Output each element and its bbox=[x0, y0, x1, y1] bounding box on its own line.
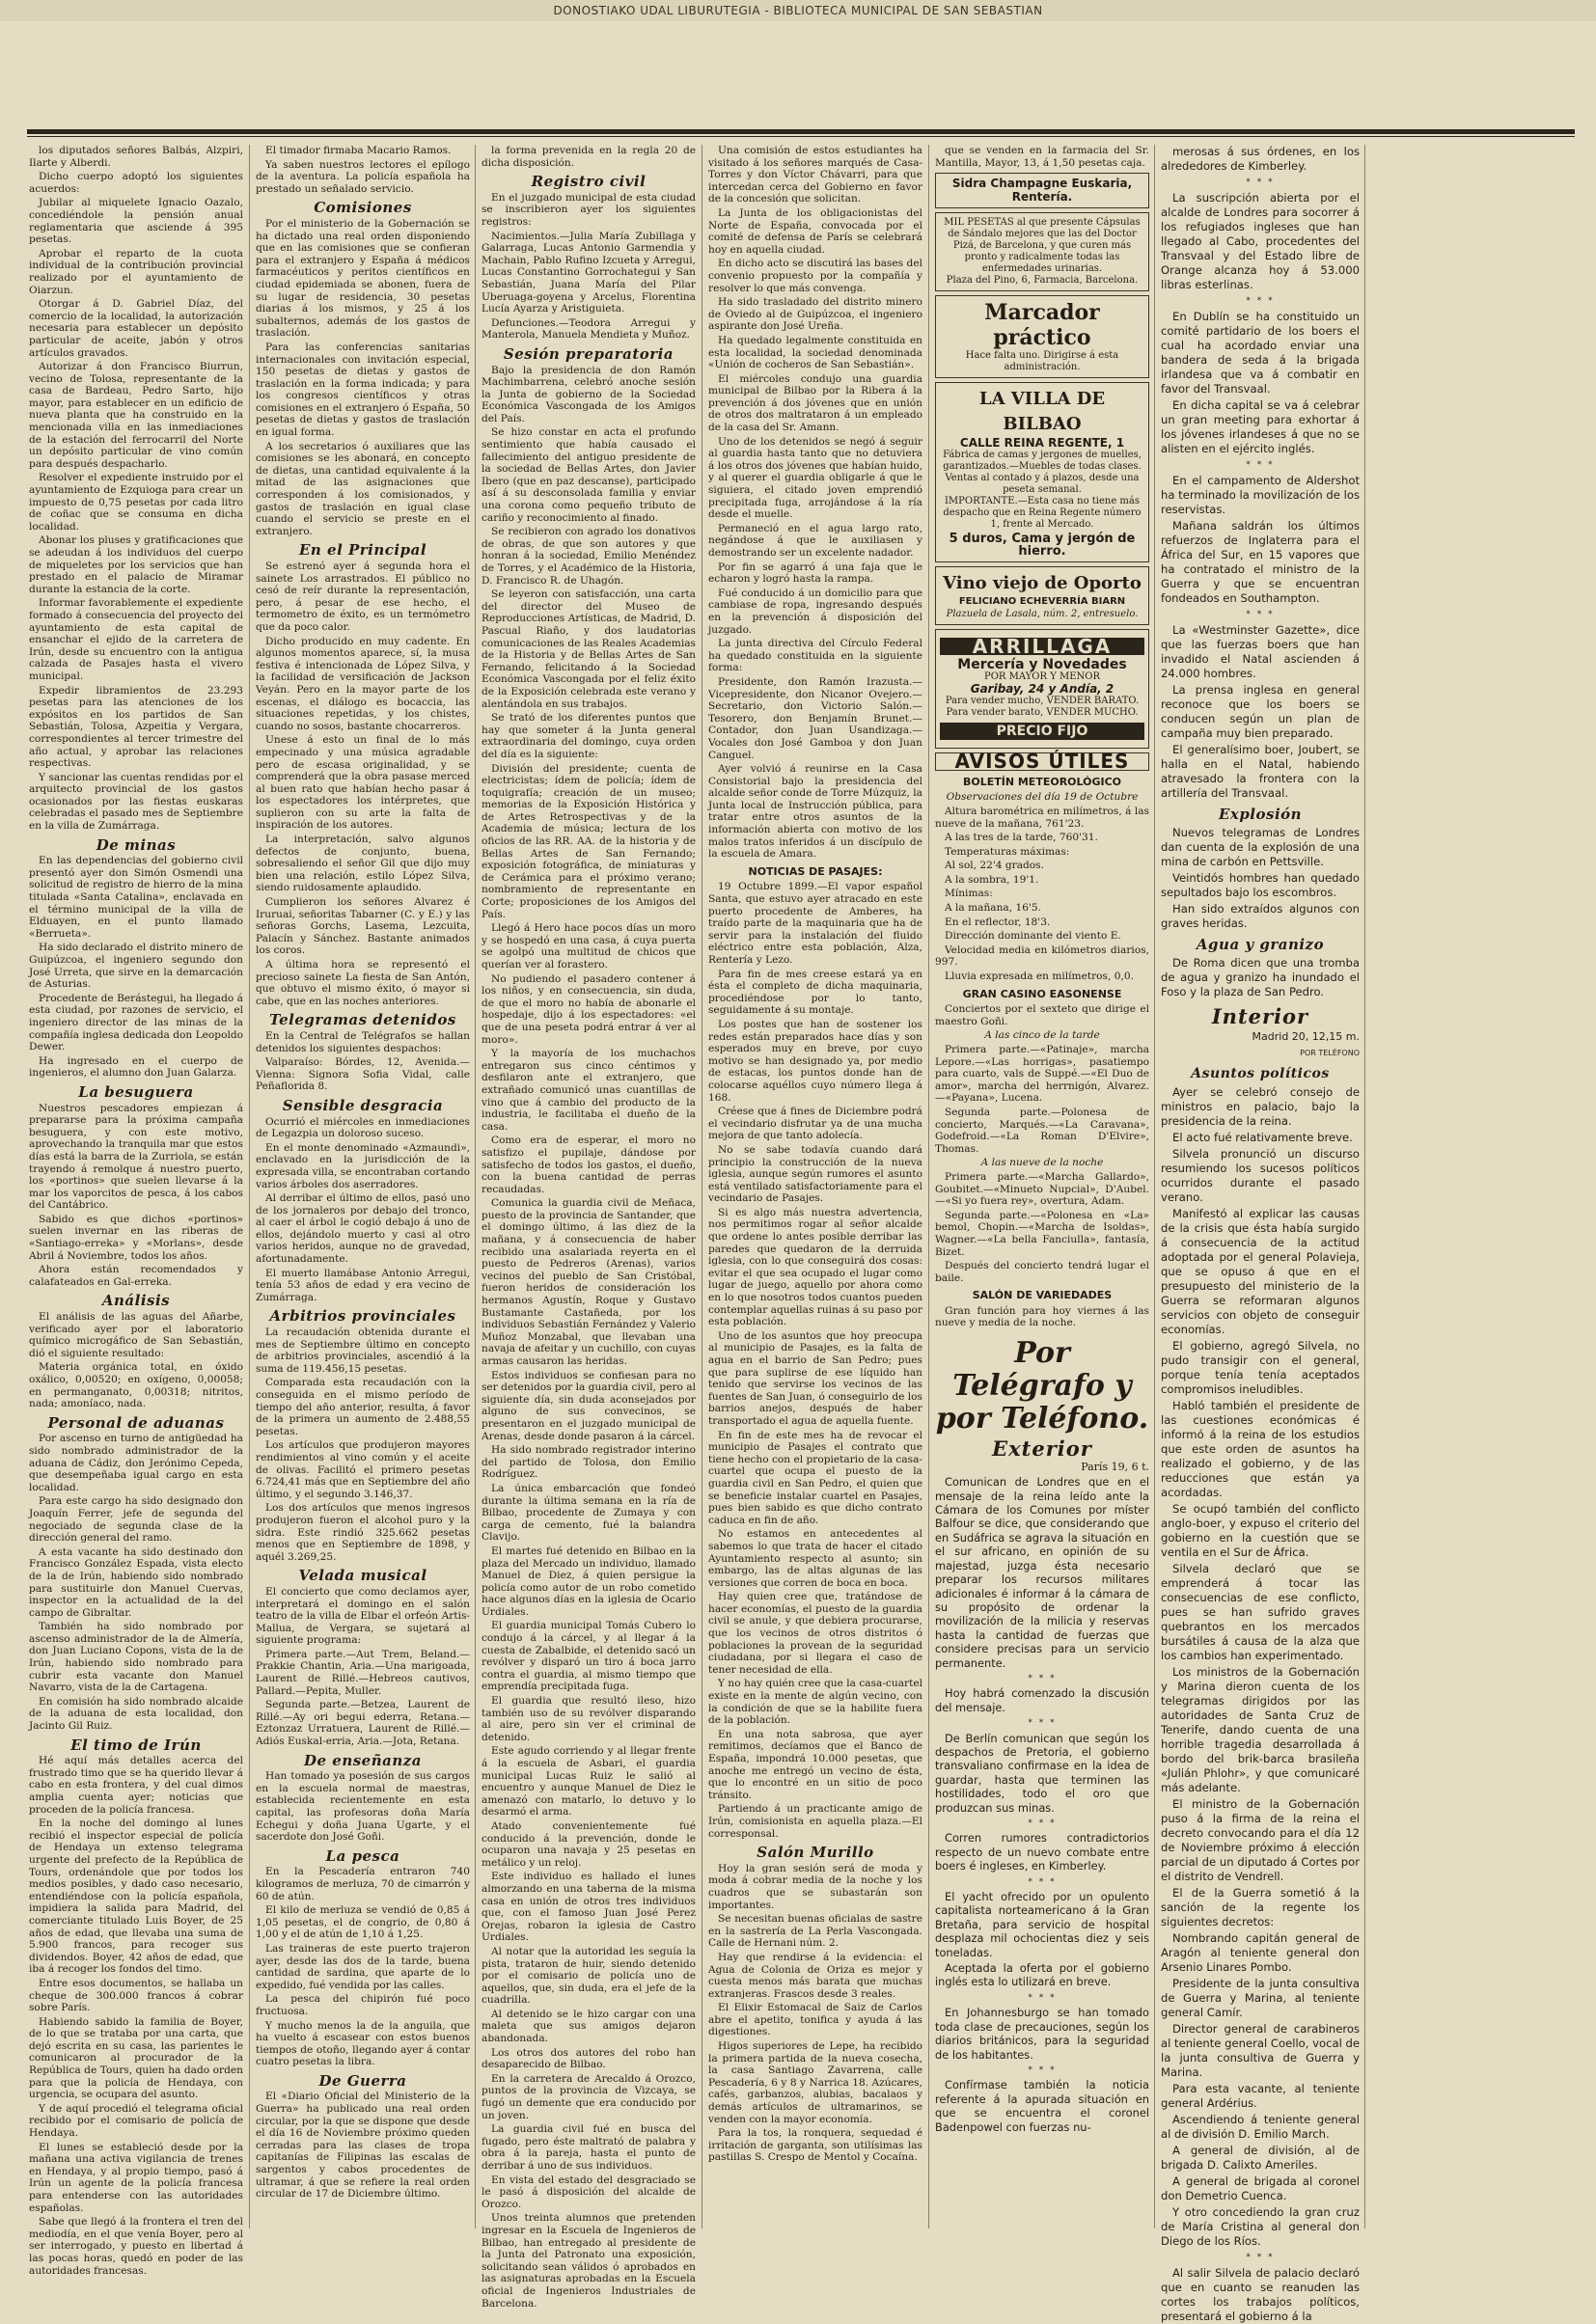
paragraph: En fin de este mes ha de revocar el municipio de Pasajes el contrato que tiene hecho con el propietario de la casa-cuartel que ocupa el puesto de la guardia civil en San Pedro, el quien que se beneficie instalar cuartel en Pasajes, pues bien sabido es que dicho contrato caduca en fin de año. bbox=[708, 1429, 922, 1526]
telegrafo-heading: Por Telégrafo y por Teléfono. bbox=[935, 1336, 1149, 1436]
paragraph: Para fin de mes creese estará ya en ésta el completo de dicha maquinaria, procediéndose por lo tanto, seguidamente á su montaje. bbox=[708, 968, 922, 1017]
paragraph: Por ascenso en turno de antigüedad ha sido nombrado administrador de la aduana de Cádiz, don Jerónimo Cepeda, que desempeñaba igual cargo en esta localidad. bbox=[29, 1433, 243, 1493]
paragraph: Entre esos documentos, se hallaba un cheque de 300.000 francos á cobrar sobre París. bbox=[29, 1977, 243, 2014]
paragraph: La junta directiva del Círculo Federal ha quedado constituida en la siguiente forma: bbox=[708, 638, 922, 674]
paragraph: No se sabe todavía cuando dará principio la construcción de la nueva iglesia, aunque según rumores el asunto está ventilado satisfactoriamente para el vecindario de Pasajes. bbox=[708, 1143, 922, 1205]
paragraph: Como era de esperar, el moro no satisfizo el pupilaje, dándose por satisfecho de todos los gastos, el dueño, con la buena cantidad de perras recaudadas. bbox=[482, 1135, 696, 1195]
paragraph: El miércoles condujo una guardia municipal de Bilbao por la Ribera á la prevención á dos jóvenes que en unión de otros dos maltrataron á un empleado de la casa del Sr. Amann. bbox=[708, 372, 922, 434]
paragraph: Unese á esto un final de lo más empecinado y una música agradable pero de escasa originalidad, y se comprenderá que la obra pasase merced al buen rato que habían hecho pasar á los espectadores los intérpretes, que suplieron con su arte la falta de inspiración de los autores. bbox=[256, 734, 470, 832]
paragraph: El martes fué detenido en Bilbao en la plaza del Mercado un individuo, llamado Manuel de Diez, á quien persigue la policía como autor de un robo cometido hace algunos días en la iglesia de Ocario Urdiales. bbox=[482, 1545, 696, 1618]
paragraph: Lluvia expresada en milímetros, 0,0. bbox=[945, 971, 1134, 983]
paragraph: Ayer se celebró consejo de ministros en palacio, bajo la presidencia de la reina. bbox=[1161, 1085, 1360, 1128]
paragraph: Permaneció en el agua largo rato, negándose á que le auxiliasen y demostrando ser un excelente nadador. bbox=[708, 522, 922, 559]
column-separator bbox=[475, 145, 476, 2228]
paragraph: Se hizo constar en acta el profundo sentimiento que había causado el fallecimiento del antiguo presidente de la sociedad de Bellas Artes, don Javier Ibero (que en paz descanse), participado así á su desconsolada familia y enviar una corona como pequeño tributo de cariño y reconocimiento al finado. bbox=[482, 426, 696, 524]
paragraph: Segunda parte.—Betzea, Laurent de Rillé.—Ay ori begui ederra, Retana.—Eztonzaz Urratuera, Laurent de Rillé.—Adiós Euskal-erria, Aria.—Jota, Retana. bbox=[256, 1699, 470, 1748]
paragraph: Comparada esta recaudación con la conseguida en el mismo período de tiempo del año anterior, resulta, á favor de la primera un aumento de 2.488,55 pesetas. bbox=[256, 1377, 470, 1437]
paragraph: En la noche del domingo al lunes recibió el inspector especial de policía de Hendaya un extenso telegrama urgente del prefecto de la República de Tours, ordenándole que por todos los medios posibles, y dado caso necesario, entendiéndose con la policía española, impidiera la salida para Madrid, del comerciante titulado Luis Boyer, de 25 años de edad, que llevaba una suma de 5.900 francos, para recoger sus dividendos. Boyer, 42 años de edad, que iba á recoger los fondos del timo. bbox=[29, 1818, 243, 1976]
column-separator bbox=[249, 145, 250, 2228]
paragraph: Se estrenó ayer á segunda hora el sainete Los arrastrados. El público no cesó de reír durante la representación, pero, á pesar de ese hecho, el termometro de éxito, es un termómetro que da poco calor. bbox=[256, 560, 470, 633]
paragraph: 19 Octubre 1899.—El vapor español Santa, que estuvo ayer atracado en este puerto procedente de Amberes, ha traído parte de la maquinaria que ha de servir para la instalación del fluido eléctrico entre esta población, Alza, Rentería y Lezo. bbox=[708, 881, 922, 966]
paragraph: De Roma dicen que una tromba de agua y granizo ha inundado el Foso y la plaza de San Pedro. bbox=[1161, 956, 1360, 998]
section-heading: GRAN CASINO EASONENSE bbox=[962, 987, 1122, 1000]
section-heading: Explosión bbox=[1218, 806, 1303, 823]
column-5 bbox=[935, 145, 1149, 2228]
paragraph: Materia orgánica total, en óxido oxálico, 0,00520; en oxígeno, 0,00058; en permanganato, 0,00318; nitritos, nada; amoníaco, nada. bbox=[29, 1361, 243, 1410]
paragraph: Primera parte.—«Marcha Gallardo», Goubitet.—«Minueto Nupcial», D'Aubel.—«Si yo fuera rey», overtura, Adam. bbox=[935, 1170, 1149, 1208]
paragraph: En Johannesburgo se han tomado toda clase de precauciones, según los diarios británicos, para la seguridad de los habitantes. bbox=[935, 2006, 1149, 2062]
ad-oporto bbox=[935, 566, 1149, 625]
paragraph: La «Westminster Gazette», dice que las fuerzas boers que han invadido el Natal ascienden á 24.000 hombres. bbox=[1161, 623, 1360, 680]
divider: * * * bbox=[1246, 178, 1275, 187]
ad-subtitle: Mercería y Novedades bbox=[957, 657, 1127, 673]
paragraph: Informar favorablemente el expediente formado á consecuencia del proyecto del ayuntamiento de esta capital de ensanchar el ejido de la carretera de Irún, desde su encuentro con la antigua calzada de Pasajes hasta el vivero municipal. bbox=[29, 597, 243, 682]
paragraph: Los ministros de la Gobernación y Marina dieron cuenta de los telegramas dirigidos por las autoridades de Santa Cruz de Tenerife, dando cuenta de una horrible tragedia desarrollada á bordo del brik-barca brasileña «Julián Phlohr», y que comunicaré más adelante. bbox=[1161, 1665, 1360, 1794]
ad-text: Hace falta uno. Dirigirse á esta administración. bbox=[965, 350, 1119, 373]
section-heading: De minas bbox=[96, 835, 177, 854]
paragraph: Ya saben nuestros lectores el epílogo de la aventura. La policía española ha prestado un señalado servicio. bbox=[256, 158, 470, 195]
paragraph: Gran función para hoy viernes á las nueve y media de la noche. bbox=[935, 1304, 1149, 1329]
paragraph: Para esta vacante, al teniente general Ardérius. bbox=[1161, 2082, 1360, 2110]
paragraph: Habiendo sabido la familia de Boyer, de lo que se trataba por una carta, que dejó escrita en su casa, las parientes le comunicaron al procurador de la República de Tours, quien ha dado orden para que la policía de Hendaya, con urgencia, se ocupara del asunto. bbox=[29, 2015, 243, 2101]
ad-text: Para vender mucho, VENDER BARATO. Para vender barato, VENDER MUCHO. bbox=[945, 695, 1140, 718]
paragraph: Se trató de los diferentes puntos que hay que someter á la Junta general extraordinaria del domingo, cuya orden del día es la siguiente: bbox=[482, 712, 696, 760]
paragraph: La recaudación obtenida durante el mes de Septiembre último en concepto de arbitrios provinciales, ascendió á la suma de 119.456,15 pesetas. bbox=[256, 1326, 470, 1375]
paragraph: Ahora están recomendados y calafateados en Gal-erreka. bbox=[29, 1264, 243, 1288]
ad-title: ARRILLAGA bbox=[940, 638, 1144, 656]
paragraph: Y no hay quién cree que la casa-cuartel existe en la mente de algún vecino, con la condición de que se la habilite fuera de la población. bbox=[708, 1678, 922, 1727]
paragraph: Ocurrió el miércoles en inmediaciones de Legazpia un doloroso suceso. bbox=[256, 1115, 470, 1140]
section-heading: BOLETÍN METEOROLÓGICO bbox=[962, 775, 1122, 788]
avisos-heading: AVISOS ÚTILES bbox=[954, 750, 1130, 774]
paragraph: Han sido extraídos algunos con graves heridas. bbox=[1161, 902, 1360, 930]
paragraph: En el juzgado municipal de esta ciudad se inscribieron ayer los siguientes registros: bbox=[482, 191, 696, 228]
ad-text: Plaza del Pino, 6, Farmacia, Barcelona. bbox=[946, 275, 1139, 287]
paragraph: Resolver el expediente instruido por el ayuntamiento de Ezquioga para crear un impuesto de 0,75 pesetas por cada litro de coñac que se consuma en dicha localidad. bbox=[29, 472, 243, 533]
paragraph: Y otro concediendo la gran cruz de María Cristina al general don Diego de los Ríos. bbox=[1161, 2205, 1360, 2248]
section-heading: La pesca bbox=[325, 1846, 400, 1865]
paragraph: La suscripción abierta por el alcalde de Londres para socorrer á los refugiados ingleses que han llegado al Cabo, procedentes del Transvaal y del Estado libre de Orange alcanza hoy á 53.000 libras esterlinas. bbox=[1161, 191, 1360, 291]
paragraph: Por el ministerio de la Gobernación se ha dictado una real orden disponiendo que en las comisiones que se confieran para el extranjero y España á médicos farmacéuticos y peritos científicos en ciudad epidemiada se abonen, fuera de su lugar de residencia, 30 pesetas diarias á los mismos, y 25 á los subalternos, además de los gastos de traslación. bbox=[256, 217, 470, 340]
paragraph: merosas á sus órdenes, en los alrededores de Kimberley. bbox=[1161, 145, 1360, 173]
masthead-rule-thin bbox=[27, 136, 1575, 137]
paragraph: Una comisión de estos estudiantes ha visitado á los señores marqués de Casa-Torres y don Víctor Chávarri, para que intercedan cerca del Gobierno en favor de la concesión que solicitan. bbox=[708, 145, 922, 205]
section-heading: Análisis bbox=[101, 1292, 171, 1310]
divider: * * * bbox=[1246, 2253, 1275, 2262]
paragraph: Temperaturas máximas: bbox=[945, 845, 1070, 858]
column-2 bbox=[256, 145, 470, 2228]
ad-subtitle: FELICIANO ECHEVERRÍA BIARN bbox=[958, 596, 1126, 608]
paragraph: Hay que rendirse á la evidencia: el Agua de Colonia de Oriza es mejor y cuesta menos más barata que muchas extranjeras. Frascos desde 3 reales. bbox=[708, 1951, 922, 2000]
paragraph: la forma prevenida en la regla 20 de dicha disposición. bbox=[482, 145, 696, 169]
paragraph: A esta vacante ha sido destinado don Francisco González Espada, vista electo de la de Irún, habiendo sido nombrado para sustituirle don Manuel Cuervas, inspector en la actualidad de la del campo de Gibraltar. bbox=[29, 1545, 243, 1619]
paragraph: Cumplieron los señores Alvarez é Iruruai, señoritas Tabarner (C. y E.) y las señoras Gorchs, Lasema, Lezcuita, Palacín y Sánchez. Bastante animados los coros. bbox=[256, 896, 470, 957]
paragraph: Expedir libramientos de 23.293 pesetas para las atenciones de los expósitos en los partidos de San Sebastián, Tolosa, Azpeitia y Vergara, correspondientes al tercer trimestre del año actual, y aprobar las relaciones respectivas. bbox=[29, 684, 243, 770]
paragraph: Comunican de Londres que en el mensaje de la reina leído ante la Cámara de los Comunes por míster Balfour se dice, que considerando que en Sudáfrica se agrava la situación en el sur africano, en opinión de su majestad, juzga ésta necesario preparar los recursos militares adicionales é informar á la cámara de su propósito de ordenar la movilización de la milicia y reservas hasta la cantidad de fuerzas que considere precisas para un servicio permanente. bbox=[935, 1475, 1149, 1670]
paragraph: Hoy habrá comenzado la discusión del mensaje. bbox=[935, 1686, 1149, 1714]
section-heading: Arbitrios provinciales bbox=[269, 1307, 456, 1326]
divider: * * * bbox=[1246, 296, 1275, 306]
paragraph: Los otros dos autores del robo han desaparecido de Bilbao. bbox=[482, 2046, 696, 2071]
paragraph: Director general de carabineros al teniente general Coello, vocal de la junta consultiva de Guerra y Marina. bbox=[1161, 2022, 1360, 2079]
paragraph: Mínimas: bbox=[945, 888, 993, 900]
paragraph: Nacimientos.—Julia María Zubillaga y Galarraga, Lucas Antonio Garmendia y Machain, Pablo Rufino Izcueta y Arregui, Lucas Constantino Gorrochategui y San Sebastián, Juana María del Pilar Uberuaga-goyena y Arcelus, Florentina Lucía Ayarza y Aristiguieta. bbox=[482, 230, 696, 315]
divider: * * * bbox=[1028, 1876, 1057, 1887]
ad-title: Marcador práctico bbox=[984, 300, 1100, 351]
paragraph: Los dos artículos que menos ingresos produjeron fueron el alcohol puro y la sidra. Este rindió 325.662 pesetas menos que en Septiembre de 1898, y aquél 3.269,25. bbox=[256, 1502, 470, 1563]
paragraph: El muerto llamábase Antonio Arregui, tenía 53 años de edad y era vecino de Zumárraga. bbox=[256, 1267, 470, 1303]
divider: * * * bbox=[1028, 1718, 1057, 1729]
paragraph: En el reflector, 18'3. bbox=[945, 916, 1051, 928]
paragraph: Si es algo más nuestra advertencia, nos permitimos rogar al señor alcalde que ordene lo antes posible derribar las paredes que quedaron de la derruida iglesia, con lo que conseguirá dos cosas: evitar el que sea ocupado el lugar como lugar de juego, aquello por ahora como en lo que nosotros todos cuantos pueden contemplar aquellas ruinas á su paso por esta población. bbox=[708, 1206, 922, 1328]
paragraph: El «Diario Oficial del Ministerio de la Guerra» ha publicado una real orden circular, por la que se dispone que desde el día 16 de Noviembre próximo queden cerradas para las clases de tropa capitanías de Filipinas las escalas de sargentos y cabos procedentes de ultramar, á que se refiere la real orden circular de 17 de Diciembre último. bbox=[256, 2091, 470, 2201]
paragraph: La única embarcación que fondeó durante la última semana en la ría de Bilbao, procedente de Zumaya y con carga de cemento, fué la balandra Clavijo. bbox=[482, 1482, 696, 1544]
paragraph: Para este cargo ha sido designado don Joaquín Ferrer, jefe de segunda del negociado de segunda clase de la dirección general del ramo. bbox=[29, 1495, 243, 1545]
section-heading: De enseñanza bbox=[304, 1751, 422, 1769]
column-4 bbox=[708, 145, 922, 2228]
ad-text: Fábrica de camas y jergones de muelles, garantizados.—Muebles de todas clases. bbox=[943, 449, 1142, 472]
paragraph: A los secretarios ó auxiliares que las comisiones se les abonará, en concepto de dietas, una cantidad equivalente á la mitad de las asignaciones que corresponden á los comisionados, y gastos de traslación en igual clase cuando el servicio se preste en el extranjero. bbox=[256, 440, 470, 537]
paragraph: División del presidente; cuenta de electricistas; ídem de policía; ídem de toquigrafía; creación de un museo; memorias de la Exposición Histórica y de Artes Retrospectivas y de la Academia de música; lectura de los oficios de las RR. AA. de la historia y de Bellas Artes de San Fernando; exposición fotográfica, de miniaturas y de Cerámica para el próximo verano; nombramiento de representante en Corte; proposiciones de los Amigos del País. bbox=[482, 762, 696, 920]
paragraph: Llegó á Hero hace pocos días un moro y se hospedó en una casa, á cuya puerta se agolpó una multitud de chicos que querían ver al forastero. bbox=[482, 922, 696, 971]
paragraph: Corren rumores contradictorios respecto de un nuevo combate entre boers é ingleses, en Kimberley. bbox=[935, 1831, 1149, 1873]
section-heading: La besuguera bbox=[78, 1082, 194, 1101]
paragraph: Abonar los pluses y gratificaciones que se adeudan á los individuos del cuerpo de miqueletes por los servicios que han prestado en el palacio de Miramar durante la estancia de la corte. bbox=[29, 534, 243, 595]
paragraph: También ha sido nombrado por ascenso administrador de la de Almería, don Juan Luciano Copons, vista de la de Irún, habiendo sido nombrado para cubrir esta vacante don Manuel Navarro, vista de la de Cartagena. bbox=[29, 1621, 243, 1694]
paragraph: Hay quien cree que, tratándose de hacer economías, el puesto de la guardia civil se anule, y que debiera procurarse, que los vecinos de otros distritos ó poblaciones la provean de la seguridad ciudadana, por si llegara el caso de tener necesidad de ella. bbox=[708, 1591, 922, 1676]
section-heading: Sensible desgracia bbox=[282, 1096, 444, 1114]
paragraph: El kilo de merluza se vendió de 0,85 á 1,05 pesetas, el de congrio, de 0,80 á 1,00 y el de atún de 1,10 á 1,25. bbox=[256, 1904, 470, 1941]
paragraph: El guardia que resultó ileso, hizo también uso de su revólver disparando al aire, pero sin ver el criminal de detenido. bbox=[482, 1695, 696, 1743]
paragraph: En la Central de Telégrafos se hallan detenidos los siguientes despachos: bbox=[256, 1029, 470, 1054]
section-heading: Exterior bbox=[992, 1436, 1092, 1462]
paragraph: Las traineras de este puerto trajeron ayer, desde las dos de la tarde, buena cantidad de sardina, que aparte de lo expedido, fué vendida por las calles. bbox=[256, 1942, 470, 1991]
paragraph: Primera parte.—«Patinaje», marcha Lepore.—«Las horrigas», pasatiempo para cuarto, vals de Suppé.—«El Duo de amor», marcha del herrnigón, Alvarez.—«Payana», Lucena. bbox=[935, 1044, 1149, 1105]
paragraph: En la carretera de Arecaldo á Orozco, puntos de la provincia de Vizcaya, se fugó un demente que era conducido por un joven. bbox=[482, 2072, 696, 2121]
ad-text: MIL PESETAS al que presente Cápsulas de Sándalo mejores que las del Doctor Pizá, de Barcelona, y que curen más pronto y radicalmente todas las enfermedades urinarias. bbox=[944, 217, 1141, 275]
paragraph: La guardia civil fué en busca del fugado, pero éste maltrató de palabra y obra á la pareja, hasta el punto de derribar á uno de sus individuos. bbox=[482, 2123, 696, 2172]
section-heading: NOTICIAS DE PASAJES: bbox=[748, 864, 883, 878]
ad-title: Vino viejo de Oporto bbox=[943, 573, 1142, 594]
paragraph: El análisis de las aguas del Añarbe, verificado ayer por el laboratorio químico microgáfico de San Sebastián, dió el siguiente resultado: bbox=[29, 1311, 243, 1359]
library-strip: DONOSTIAKO UDAL LIBURUTEGIA - BIBLIOTECA MUNICIPAL DE SAN SEBASTIAN bbox=[0, 0, 1596, 21]
paragraph: En el campamento de Aldershot ha terminado la movilización de los reservistas. bbox=[1161, 474, 1360, 516]
section-heading: Comisiones bbox=[314, 199, 412, 217]
paragraph: No estamos en antecedentes al sabemos lo que trata de hacer el citado Ayuntamiento respecto al asunto; sin embargo, las de altas algunas de las versiones que corren de boca en boca. bbox=[708, 1528, 922, 1589]
paragraph: La Junta de los obligacionistas del Norte de España, convocada por el comité de defensa de París se celebrará hoy en aquella ciudad. bbox=[708, 206, 922, 256]
paragraph: En Dublín se ha constituido un comité partidario de los boers el cual ha acordado enviar una bandera de seda á la brigada irlandesa que va á combatir en favor del Transvaal. bbox=[1161, 310, 1360, 396]
paragraph: Presidente, don Ramón Irazusta.—Vicepresidente, don Nicanor Ovejero.—Secretario, don Victorio Salón.—Tesorero, don Benjamín Brunet.—Contador, don Juan Usandizaga.—Vocales don José Gamboa y don Juan Canguel. bbox=[708, 675, 922, 761]
paragraph: Higos superiores de Lepe, ha recibido la primera partida de la nueva cosecha, la casa Santiago Zavarrena, calle Pescadería, 6 y 8 y Narrica 18. Azúcares, cafés, garbanzos, alubias, bacalaos y demás artículos de ultramarinos, se venden con la mayor economía. bbox=[708, 2040, 922, 2125]
paragraph: A la sombra, 19'1. bbox=[945, 873, 1039, 886]
dateline-sub: POR TELÉFONO bbox=[1300, 1049, 1360, 1057]
paragraph: que se venden en la farmacia del Sr. Mantilla, Mayor, 13, á 1,50 pesetas caja. bbox=[935, 145, 1149, 169]
paragraph: A general de brigada al coronel don Demetrio Cuenca. bbox=[1161, 2174, 1360, 2202]
paragraph: Hé aquí más detalles acerca del frustrado timo que se ha querido llevar á cabo en esta frontera, y del cual dimos amplia cuenta ayer; noticias que proceden de la policía francesa. bbox=[29, 1755, 243, 1816]
paragraph: Para la tos, la ronquera, sequedad é irritación de garganta, son utilísimas las pastillas S. Crespo de Mentol y Cocaína. bbox=[708, 2127, 922, 2164]
ad-text: Ventas al contado y á plazos, desde una peseta semanal. bbox=[945, 472, 1140, 495]
paragraph: La pesca del chipirón fué poco fructuosa. bbox=[256, 1993, 470, 2017]
paragraph: A las cinco de la tarde bbox=[984, 1029, 1100, 1042]
paragraph: Nuevos telegramas de Londres dan cuenta de la explosión de una mina de carbón en Pettsville. bbox=[1161, 826, 1360, 868]
section-heading: Asuntos políticos bbox=[1191, 1066, 1330, 1081]
section-heading: Agua y granizo bbox=[1196, 936, 1325, 953]
paragraph: Ha sido declarado el distrito minero de Guipúzcoa, el ingeniero segundo don José Urreta, que sirve en la demarcación de Asturias. bbox=[29, 942, 243, 991]
paragraph: Conciertos por el sexteto que dirige el maestro Goñi. bbox=[935, 1003, 1149, 1027]
paragraph: Primera parte.—Aut Trem, Beland.—Prakkie Chantin, Aria.—Una marigoada, Laurent de Rillé.—Hebreos cautivos, Pallard.—Pepita, Muller. bbox=[256, 1648, 470, 1697]
paragraph: Ha sido nombrado registrador interino del partido de Tolosa, don Emilio Rodríguez. bbox=[482, 1444, 696, 1481]
section-heading: Velada musical bbox=[298, 1567, 427, 1585]
paragraph: En vista del estado del desgraciado se le pasó á disposición del alcalde de Orozco. bbox=[482, 2174, 696, 2210]
paragraph: Nombrando capitán general de Aragón al teniente general don Arsenio Linares Pombo. bbox=[1161, 1931, 1360, 1974]
paragraph: Aprobar el reparto de la cuota individual de la contribución provincial realizado por el ayuntamiento de Oiarzun. bbox=[29, 247, 243, 296]
paragraph: Sabe que llegó á la frontera el tren del mediodía, en el que venía Boyer, pero al ser interrogado, y puesto en libertad á las pocas horas, quedó en poder de las autoridades francesas. bbox=[29, 2216, 243, 2277]
column-separator bbox=[1364, 145, 1365, 2228]
ad-subtitle: CALLE REINA REGENTE, 1 bbox=[959, 436, 1125, 451]
paragraph: Atado convenientemente fué conducido á la prevención, donde le ocuparon una navaja y 25 pesetas en metálico y un reloj. bbox=[482, 1819, 696, 1869]
ad-text: Sidra Champagne Euskaria, Rentería. bbox=[951, 177, 1133, 204]
paragraph: Observaciones del día 19 de Octubre bbox=[946, 791, 1139, 804]
paragraph: El gobierno, agregó Silvela, no pudo transigir con el general, porque tenía tenía aceptados compromisos ineludibles. bbox=[1161, 1339, 1360, 1396]
paragraph: En dicho acto se discutirá las bases del convenio propuesto por la compañía y resolver lo que más convenga. bbox=[708, 258, 922, 294]
section-heading: En el Principal bbox=[298, 541, 427, 560]
divider: * * * bbox=[1028, 2064, 1057, 2075]
paragraph: Segunda parte.—Polonesa de concierto, Marqués.—«La Caravana», Godefroid.—«La Roman D'Elvire», Thomas. bbox=[935, 1106, 1149, 1155]
paragraph: No pudiendo el pasadero contener á los niños, y en consecuencia, sin duda, de que el moro no había de abonarle el hospedaje, dijo á los espectadores: «el que de una peseta podrá entrar á ver al moro». bbox=[482, 972, 696, 1046]
paragraph: El lunes se estableció desde por la mañana una activa vigilancia de trenes en Hendaya, y al propio tiempo, pasó á Irún un agente de la policía francesa para entenderse con las autoridades españolas. bbox=[29, 2141, 243, 2214]
ad-text: IMPORTANTE.—Esta casa no tiene más despacho que en Reina Regente número 1, frente al Mercado. bbox=[943, 495, 1142, 530]
paragraph: Ayer volvió á reunirse en la Casa Consistorial bajo la presidencia del alcalde señor conde de Torre Múzquiz, la Junta local de Instrucción pública, para tratar entre otros asuntos de la información abierta con motivo de los malos tratos inferidos á un discípulo de la escuela de Amara. bbox=[708, 763, 922, 861]
paragraph: Sabido es que dichos «portinos» suelen invernar en las riberas de «Santiago-erreka» y «Morlans», desde Abril á Noviembre, todos los años. bbox=[29, 1213, 243, 1262]
paragraph: Dicho cuerpo adoptó los siguientes acuerdos: bbox=[29, 171, 243, 195]
paragraph: Al notar que la autoridad les seguía la pista, trataron de huir, siendo detenido por el comisario de policía uno de aquellos, que, sin duda, era el jefe de la cuadrilla. bbox=[482, 1945, 696, 2007]
paragraph: Jubilar al miquelete Ignacio Oazalo, concediéndole la pensión anual reglamentaria que asciende á 395 pesetas. bbox=[29, 197, 243, 246]
paragraph: La interpretación, salvo algunos defectos de conjunto, buena, sobresaliendo el señor Gil que dijo muy bien una relación, estilo López Silva, siendo ruidosamente aplaudido. bbox=[256, 834, 470, 894]
paragraph: En las dependencias del gobierno civil presentó ayer don Simón Osmendi una solicitud de registro de hierro de la mina titulada «Santa Catalina», enclavada en el término municipal de la villa de Elduayen, en el punto llamado «Berrueta». bbox=[29, 855, 243, 940]
column-separator bbox=[928, 145, 929, 2228]
paragraph: A la mañana, 16'5. bbox=[945, 902, 1041, 915]
column-1 bbox=[29, 145, 243, 2277]
paragraph: Habló también el presidente de las cuestiones económicas é informó á la reina de los estudios que este orden de asuntos ha realizado el gobierno, y de las reducciones que están ya acordadas. bbox=[1161, 1399, 1360, 1499]
section-heading: Sesión preparatoria bbox=[503, 344, 674, 363]
paragraph: A general de división, al de brigada D. Calixto Ameriles. bbox=[1161, 2144, 1360, 2172]
paragraph: Al derribar el último de ellos, pasó uno de los jornaleros por debajo del tronco, al caer el árbol le cogió debajo á uno de ellos, dejándolo muerto y casi al otro varios heridos, aunque no de gravedad, afortunadamente. bbox=[256, 1192, 470, 1266]
paragraph: Velocidad media en kilómetros diarios, 997. bbox=[935, 943, 1149, 969]
column-separator bbox=[1154, 145, 1155, 2228]
paragraph: Se necesitan buenas oficialas de sastre en la sastrería de La Perla Vascongada. Calle de Hernani núm. 2. bbox=[708, 1913, 922, 1950]
paragraph: Defunciones.—Teodora Arregui y Manterola, Manuela Mendieta y Muñoz. bbox=[482, 316, 696, 342]
avisos-box bbox=[935, 750, 1149, 774]
divider: * * * bbox=[1028, 1818, 1057, 1828]
ad-champagne bbox=[935, 173, 1149, 208]
paragraph: A las nueve de la noche bbox=[980, 1157, 1104, 1169]
paragraph: En la Pescadería entraron 740 kilogramos de merluza, 70 de cimarrón y 60 de atún. bbox=[256, 1866, 470, 1902]
paragraph: Este agudo corriendo y al llegar frente á la escuela de Asbari, el guardia municipal Lucas Ruiz le salió al encuentro y aunque Manuel de Diez le amenazó con matarlo, lo detuvo y lo desarmó el arma. bbox=[482, 1745, 696, 1818]
divider: * * * bbox=[1028, 1673, 1057, 1683]
paragraph: Y de aquí procedió el telegrama oficial recibido por el comisario de policía de Hendaya. bbox=[29, 2102, 243, 2140]
paragraph: Hoy la gran sesión será de moda y moda á cobrar media de la noche y los cuadros que se subastarán son importantes. bbox=[708, 1862, 922, 1911]
paragraph: De Berlín comunican que según los despachos de Pretoria, el gobierno transvaliano confirmase en la idea de guardar, hasta que terminen las hostilidades, todo el oro que produzcan sus minas. bbox=[935, 1731, 1149, 1815]
section-heading: El timo de Irún bbox=[70, 1736, 202, 1754]
paragraph: Silvela declaró que se emprenderá á tocar las consecuencias de ese conflicto, pues se han sufrido graves quebrantos en los mercados bursátiles á causa de la alza que los cambios han experimentado. bbox=[1161, 1562, 1360, 1662]
paragraph: Uno de los asuntos que hoy preocupa al municipio de Pasajes, es la falta de agua en el barrio de San Pedro; pues que para suplirse de ese líquido han tenido que servirse los vecinos de las fuentes de San Juan, ó conseguirlo de los barrios anejos, después de haber transportado el agua de aquella fuente. bbox=[708, 1329, 922, 1427]
paragraph: Uno de los detenidos se negó á seguir al guardia hasta tanto que no detuviera á los otros dos jóvenes que habían huido, y al querer el guardia obligarle á que le siguiera, el citado joven emprendió precipitada fuga, arrojándose á la ría desde el muelle. bbox=[708, 435, 922, 521]
paragraph: Al detenido se le hizo cargar con una maleta que sus amigos dejaron abandonada. bbox=[482, 2008, 696, 2045]
ad-arrillaga bbox=[935, 629, 1149, 749]
ad-price-fixed: PRECIO FIJO bbox=[940, 723, 1144, 741]
paragraph: Fué conducido á un domicilio para que cambiase de ropa, ingresando después en la prevención á disposición del juzgado. bbox=[708, 587, 922, 636]
paragraph: Al salir Silvela de palacio declaró que en cuanto se reanuden las cortes los trabajos políticos, presentará el gobierno á la bbox=[1161, 2266, 1360, 2323]
ad-villa-bilbao bbox=[935, 382, 1149, 562]
dateline: Madrid 20, 12,15 m. bbox=[1252, 1030, 1360, 1043]
ad-marcador bbox=[935, 295, 1149, 378]
paragraph: Nuestros pescadores empiezan á prepararse para la próxima campaña besuguera, y con este motivo, aprovechando la tranquila mar que estos días está la barra de la Zurriola, se están trayendo á remolque á nuestro puerto, los «portinos» que suelen llevarse á la mar los vaporcitos de pesca, á los cabos del Cantábrico. bbox=[29, 1102, 243, 1212]
section-heading: De Guerra bbox=[318, 2071, 407, 2090]
paragraph: A última hora se representó el precioso sainete La fiesta de San Antón, que obtuvo el mismo éxito, ó mayor si cabe, que en las noches anteriores. bbox=[256, 959, 470, 1007]
section-heading: Registro civil bbox=[531, 173, 647, 191]
section-heading: Telegramas detenidos bbox=[269, 1011, 456, 1029]
paragraph: Autorizar á don Francisco Biurrun, vecino de Tolosa, representante de la casa de Bardeau, Pedro Sarto, hijo mayor, para establecer en un edificio de nueva planta que ha construido en la mencionada villa en las inmediaciones de la estación del ferrocarril del Norte un depósito particular de vino común para después despacharlo. bbox=[29, 361, 243, 470]
paragraph: Procedente de Berástegui, ha llegado á esta ciudad, por razones de servicio, el ingeniero director de las minas de la compañía inglesa dedicada don Leopoldo Dewer. bbox=[29, 992, 243, 1053]
dateline: París 19, 6 t. bbox=[1081, 1460, 1149, 1473]
ad-text: Plazuela de Lasala, núm. 2, entresuelo. bbox=[946, 608, 1139, 619]
paragraph: los diputados señores Balbás, Alzpiri, Ilarte y Alberdi. bbox=[29, 145, 243, 169]
paragraph: Se leyeron con satisfacción, una carta del director del Museo de Reproducciones Artísticas, de Madrid, D. Pascual Riaño, y dos laudatorias comunicaciones de las Reales Academias de la Historia y de Bellas Artes de San Fernando, felicitando á la Sociedad Económica Vascongada por el feliz éxito de la Exposición celebrada este verano y alentándola en sus trabajos. bbox=[482, 588, 696, 710]
paragraph: El ministro de la Gobernación puso á la firma de la reina el decreto convocando para el día 12 de Noviembre próximo á elección parcial de un diputado á Cortes por el distrito de Vendrell. bbox=[1161, 1797, 1360, 1883]
paragraph: Valparaíso: Bórdes, 12, Avenida.—Vienna: Signora Sofia Vidal, calle Peñaflorida 8. bbox=[256, 1056, 470, 1093]
paragraph: En comisión ha sido nombrado alcaide de la aduana de esta localidad, don Jacinto Gil Ruiz. bbox=[29, 1695, 243, 1733]
paragraph: Unos treinta alumnos que pretenden ingresar en la Escuela de Ingenieros de Bilbao, han entregado al presidente de la Junta del Patronato una exposición, solicitando sean válidos ó aprobados en las asignaturas aprobadas en la Escuela oficial de Ingenieros Industriales de Barcelona. bbox=[482, 2212, 696, 2310]
ad-capsulas bbox=[935, 212, 1149, 291]
ad-text: 5 duros, Cama y jergón de hierro. bbox=[949, 531, 1136, 559]
paragraph: El guardia municipal Tomás Cubero lo condujo á la cárcel, y al llegar á la cuesta de Zabalbide, el detenido sacó un revólver y disparó un tiro á boca jarro contra el guardia, al mismo tiempo que emprendía precipitada fuga. bbox=[482, 1620, 696, 1693]
paragraph: Partiendo á un practicante amigo de Irún, comisionista en aquella plaza.—El corresponsal. bbox=[708, 1803, 922, 1840]
paragraph: El acto fué relativamente breve. bbox=[1172, 1131, 1353, 1144]
paragraph: Por fin se agarró á una faja que le echaron y logró hasta la rampa. bbox=[708, 560, 922, 586]
paragraph: Silvela pronunció un discurso resumiendo los sucesos políticos ocurridos durante el pasado verano. bbox=[1161, 1147, 1360, 1204]
paragraph: El yacht ofrecido por un opulento capitalista norteamericano á la Gran Bretaña, para servicio de hospital desplaza mil ochocientas diez y seis toneladas. bbox=[935, 1890, 1149, 1959]
paragraph: Se ocupó también del conflicto anglo-boer, y expuso el criterio del gobierno en la cuestión que se ventila en el Sur de África. bbox=[1161, 1502, 1360, 1559]
masthead-rule bbox=[27, 129, 1575, 134]
paragraph: Ascendiendo á teniente general al de división D. Emilio March. bbox=[1161, 2113, 1360, 2141]
paragraph: Este individuo es hallado el lunes almorzando en una taberna de la misma casa en unión de otros tres individuos que, con el famoso Juan José Perez Orejas, robaron la iglesia de Castro Urdiales. bbox=[482, 1871, 696, 1944]
paragraph: En el monte denominado «Azmaundi», enclavado en la jurisdicción de la expresada villa, se encontraban cortando varios árboles dos aserradores. bbox=[256, 1141, 470, 1190]
paragraph: El Elixir Estomacal de Saiz de Carlos abre el apetito, tonifica y ayuda á las digestiones. bbox=[708, 2002, 922, 2038]
paragraph: Han tomado ya posesión de sus cargos en la escuela normal de maestras, establecida recientemente en esta capital, las profesoras doña María Echegui y doña Juana Ugarte, y el sacerdote don José Goñi. bbox=[256, 1770, 470, 1844]
section-heading: SALÓN DE VARIEDADES bbox=[972, 1289, 1113, 1302]
paragraph: La prensa inglesa en general reconoce que los boers se conducen según un plan de campaña muy bien preparado. bbox=[1161, 683, 1360, 740]
paragraph: Veintidós hombres han quedado sepultados bajo los escombros. bbox=[1161, 871, 1360, 899]
paragraph: El concierto que como declamos ayer, interpretará el domingo en el salón teatro de la villa de Elbar el orfeón Artis-Mallua, de Vergara, se sujetará al siguiente programa: bbox=[256, 1585, 470, 1647]
paragraph: Dirección dominante del viento E. bbox=[945, 930, 1121, 943]
paragraph: Se recibieron con agrado los donativos de obras, de que son autores y que honran á la sociedad, Emilio Menéndez de Torres, y el Académico de la Historia, D. Francisco R. de Uhagón. bbox=[482, 526, 696, 587]
paragraph: Los postes que han de sostener los redes están preparados hace días y son esperados muy en breve, por cuyo motivo se han designado ya, por medio de estacas, los puntos donde han de colocarse aquéllos cuyo número llega á 168. bbox=[708, 1018, 922, 1104]
paragraph: Los artículos que produjeron mayores rendimientos al vino común y el aceite de olivas. Facilitó el primero pesetas 6.724,41 más que en Septiembre del año último, y el segundo 3.146,37. bbox=[256, 1439, 470, 1500]
column-3 bbox=[482, 145, 696, 2310]
section-heading: Salón Murillo bbox=[757, 1844, 874, 1862]
paragraph: Al sol, 22'4 grados. bbox=[945, 860, 1044, 872]
paragraph: A las tres de la tarde, 760'31. bbox=[945, 832, 1098, 844]
paragraph: En dicha capital se va á celebrar un gran meeting para exhortar á los jóvenes irlandeses á que no se alisten en el ejército inglés. bbox=[1161, 398, 1360, 455]
paragraph: Ha quedado legalmente constituida en esta localidad, la sociedad denominada «Unión de cocheros de San Sebastián». bbox=[708, 334, 922, 371]
divider: * * * bbox=[1246, 460, 1275, 470]
paragraph: Para las conferencias sanitarias internacionales con invitación especial, 150 pesetas de dietas y gastos de traslación en la forma indicada; y para los congresos científicos y otras comisiones en el extranjero ó España, 50 pesetas de dietas y gastos de traslación en igual forma. bbox=[256, 341, 470, 439]
paragraph: Confírmase también la noticia referente á la apurada situación en que se encuentra el coronel Badenpowel con fuerzas nu- bbox=[935, 2078, 1149, 2134]
divider: * * * bbox=[1028, 1992, 1057, 2003]
paragraph: Ha ingresado en el cuerpo de ingenieros, el alumno don Juan Galarza. bbox=[29, 1054, 243, 1080]
paragraph: Y la mayoría de los muchachos entregaron sus cinco céntimos y desfilaron ante el extranjero, que extrañado comunicó unas cuantillas de vino que á cambio del producto de la industria, le facilitaba el dueño de la casa. bbox=[482, 1048, 696, 1133]
ad-title: LA VILLA DE BILBAO bbox=[978, 389, 1106, 435]
paragraph: Créese que á fines de Diciembre podrá el vecindario disfrutar ya de una mucha mejora de que tanto adolecía. bbox=[708, 1106, 922, 1142]
paragraph: Segunda parte.—«Polonesa en «La» bemol, Chopin.—«Marcha de Isoldas», Wagner.—«La bella Fanciulla», fantasía, Bizet. bbox=[935, 1209, 1149, 1258]
paragraph: El timador firmaba Macario Ramos. bbox=[265, 145, 452, 156]
paragraph: Manifestó al explicar las causas de la crisis que ésta había surgido á consecuencia de la actitud adoptada por el general Polavieja, que se opuso á que en el presupuesto del ministerio de la Guerra se reformaran algunos servicios con objeto de conseguir economías. bbox=[1161, 1207, 1360, 1336]
paragraph: Y sancionar las cuentas rendidas por el arquitecto provincial de los gastos ocasionados por las fiestas euskaras celebradas el pasado mes de Septiembre en la villa de Zumárraga. bbox=[29, 771, 243, 833]
paragraph: Altura barométrica en milímetros, á las nueve de la mañana, 761'23. bbox=[935, 805, 1149, 830]
paragraph: Estos individuos se confiesan para no ser detenidos por la guardia civil, pero al siguiente día, sin duda aconsejados por alguno de sus convecinos, se presentaron en el juzgado municipal de Arenas, desde donde pasaron á la cárcel. bbox=[482, 1369, 696, 1442]
paragraph: Dicho producido en muy cadente. En algunos momentos aparece, sí, la musa festiva é intencionada de López Silva, y la facilidad de versificación de Jackson Veyán. Pero en la mayor parte de los escenas, el diálogo es bocaccia, las situaciones repetidas, y los chistes, cuando no sosos, bastante chocarreros. bbox=[256, 635, 470, 732]
section-heading: Interior bbox=[1211, 1004, 1309, 1028]
paragraph: Otorgar á D. Gabriel Díaz, del comercio de la localidad, la autorización necesaria para establecer un depósito particular de aceite, jabón y otros artículos gravados. bbox=[29, 298, 243, 359]
paragraph: El generalísimo boer, Joubert, se halla en el Natal, habiendo atravesado la frontera con la artillería del Transvaal. bbox=[1161, 743, 1360, 800]
ad-text: POR MAYOR Y MENOR bbox=[984, 670, 1100, 682]
ad-address: Garibay, 24 y Andía, 2 bbox=[970, 681, 1114, 696]
paragraph: Aceptada la oferta por el gobierno inglés esta lo utilizará en breve. bbox=[935, 1961, 1149, 1989]
paragraph: Bajo la presidencia de don Ramón Machimbarrena, celebró anoche sesión la Junta de gobierno de la Sociedad Económica Vascongada de los Amigos del País. bbox=[482, 364, 696, 424]
divider: * * * bbox=[1246, 610, 1275, 619]
paragraph: Comunica la guardia civil de Meñaca, puesto de la provincia de Santander, que el domingo último, á las diez de la mañana, y á consecuencia de haber recibido una asalariada reyerta en el puesto de Pedreros (Arenas), varios vecinos del pueblo de San Cristóbal, fueron heridos de consideración los hermanos Agustín, Roque y Gustavo Bustamante Castañeda, por los individuos Sebastián Fernández y Valerio Muñoz Monzabal, que llevaban una navaja de afeitar y un cuchillo, con cuyas armas causaron las heridas. bbox=[482, 1197, 696, 1367]
paragraph: El de la Guerra sometió á la sanción de la regente los siguientes decretos: bbox=[1161, 1886, 1360, 1928]
column-6 bbox=[1161, 145, 1360, 2323]
paragraph: Presidente de la junta consultiva de Guerra y Marina, al teniente general Camír. bbox=[1161, 1977, 1360, 2019]
paragraph: Ha sido trasladado del distrito minero de Oviedo al de Guipúzcoa, el ingeniero aspirante don José Ureña. bbox=[708, 296, 922, 333]
paragraph: En una nota sabrosa, que ayer remitimos, decíamos que el Banco de España, impondrá 10.000 pesetas, que anoche me entregó un vecino de ésta, que lo encontré en un sitio de poco tránsito. bbox=[708, 1728, 922, 1801]
paragraph: Después del concierto tendrá lugar el baile. bbox=[935, 1260, 1149, 1284]
paragraph: Mañana saldrán los últimos refuerzos de Inglaterra para el África del Sur, en 15 vapores que ha contratado el ministro de la Guerra y que se encuentran fondeados en Southampton. bbox=[1161, 519, 1360, 605]
paragraph: Y mucho menos la de la anguila, que ha vuelto á escasear con estos buenos tiempos de otoño, llegando ayer á contar cuatro pesetas la libra. bbox=[256, 2019, 470, 2068]
section-heading: Personal de aduanas bbox=[47, 1413, 225, 1432]
